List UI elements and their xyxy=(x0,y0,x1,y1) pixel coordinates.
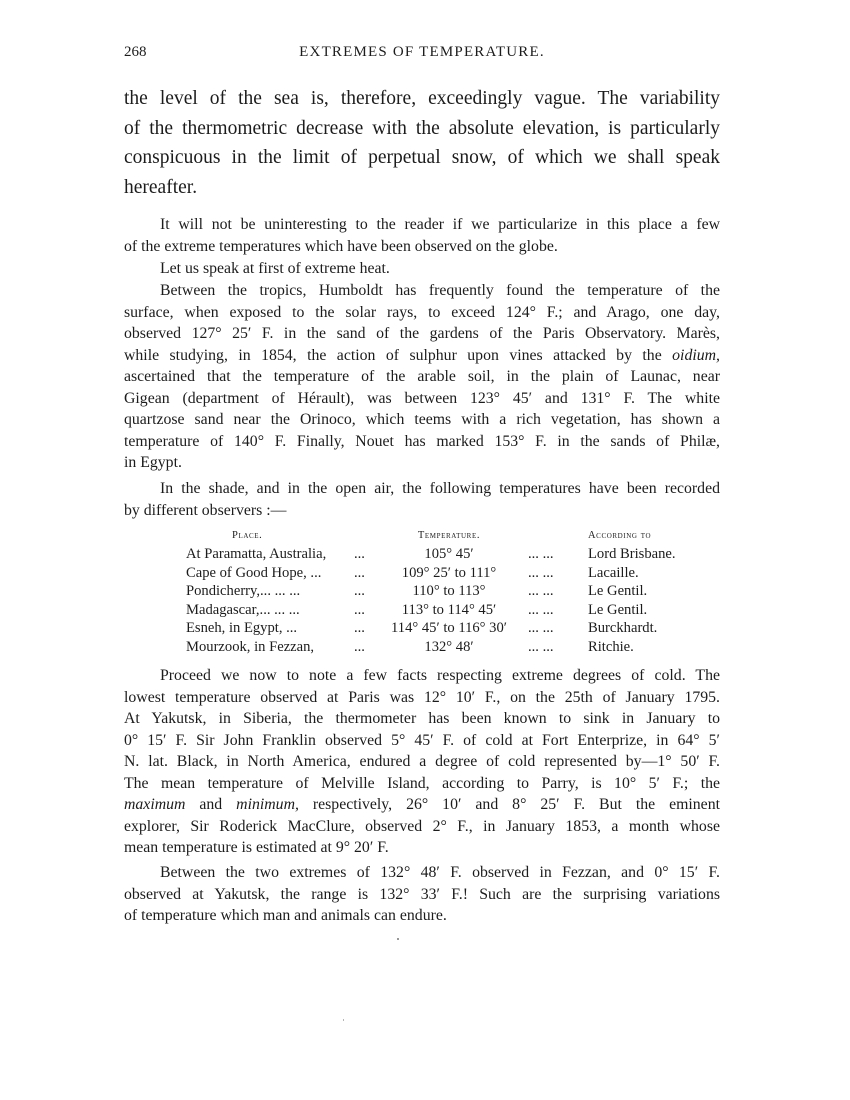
cell-observer: Ritchie. xyxy=(588,638,634,655)
paragraph-extreme-temperatures-intro xyxy=(124,214,720,257)
cell-temperature: 109° 25′ to 111° xyxy=(401,564,497,581)
text-line: of the extreme temperatures which have been observed on the globe. xyxy=(124,237,558,255)
cell-temperature: 110° to 113° xyxy=(412,583,486,600)
cell-leader: ... ... xyxy=(528,601,554,618)
cell-place: Mourzook, in Fezzan, xyxy=(186,638,315,655)
text-line: explorer, Sir Roderick MacClure, observed 2° F., in January 1853, a month whose xyxy=(124,817,720,835)
cell-temperature: 105° 45′ xyxy=(424,546,474,562)
text-line: Proceed we now to note a few facts respecting extreme degrees of cold. The xyxy=(160,667,720,684)
paragraph-shade-temperatures xyxy=(124,478,720,521)
text-line: 0° 15′ F. Sir John Franklin observed 5° 45′ F. of cold at Fort Enterprize, in 64° 5′ xyxy=(124,731,720,749)
cell-place: Madagascar,... ... ... xyxy=(186,601,300,618)
text-line: observed 127° 25′ F. in the sand of the gardens of the Paris Observatory. Marès, xyxy=(124,325,720,342)
text-line: Between the two extremes of 132° 48′ F. observed in Fezzan, and 0° 15′ F. xyxy=(160,864,720,881)
cell-leader: ... xyxy=(354,638,365,655)
cell-leader: ... xyxy=(354,564,365,581)
cell-place: Pondicherry,... ... ... xyxy=(186,583,301,600)
cell-leader: ... ... xyxy=(528,638,554,655)
text-line: the level of the sea is, therefore, exceedingly vague. The variability xyxy=(124,88,720,109)
cell-place: Cape of Good Hope, ... xyxy=(186,564,322,581)
text-line: quartzose sand near the Orinoco, which teems with a rich vegetation, has shown a xyxy=(124,411,720,428)
text-line: It will not be uninteresting to the reader if we particularize in this place a few xyxy=(160,216,720,233)
paragraph-extreme-heat xyxy=(124,258,720,280)
header-temperature: Temperature. xyxy=(417,530,481,541)
text-line: of temperature which man and animals can endure. xyxy=(124,907,447,924)
table-header-row xyxy=(186,527,706,545)
table-row xyxy=(186,601,706,620)
cell-observer: Lord Brisbane. xyxy=(588,546,676,562)
text-line xyxy=(124,345,720,367)
text-run: respectively, 26° 10′ and 8° 25′ F. But the eminent xyxy=(298,796,720,813)
text-line: in Egypt. xyxy=(124,454,182,471)
page-header xyxy=(124,44,720,68)
cell-leader: ... xyxy=(354,546,365,562)
cell-leader: ... ... xyxy=(528,546,554,562)
cell-observer: Burckhardt. xyxy=(588,620,658,637)
cell-leader: ... ... xyxy=(528,583,554,600)
text-line: of the thermometric decrease with the absolute elevation, is particularly xyxy=(124,117,720,139)
header-according-to: According to xyxy=(588,530,652,541)
text-line: Gigean (department of Hérault), was between 123° 45′ and 131° F. The white xyxy=(124,389,720,407)
text-line: Between the tropics, Humboldt has frequently found the temperature of the xyxy=(160,282,720,299)
cell-temperature: 114° 45′ to 116° 30′ xyxy=(391,620,507,637)
text-line: The mean temperature of Melville Island, according to Parry, is 10° 5′ F.; the xyxy=(124,774,720,792)
running-head: EXTREMES OF TEMPERATURE. xyxy=(299,44,545,60)
cell-leader: ... xyxy=(354,620,365,637)
italic-term: maximum xyxy=(124,796,186,813)
table-row xyxy=(186,545,706,564)
text-line: by different observers :— xyxy=(124,501,287,519)
text-line: mean temperature is estimated at 9° 20′ F. xyxy=(124,839,389,856)
cell-place: Esneh, in Egypt, ... xyxy=(186,620,298,637)
cell-observer: Le Gentil. xyxy=(588,583,648,600)
cell-leader: ... xyxy=(354,601,365,618)
table-row xyxy=(186,564,706,583)
cell-leader: ... ... xyxy=(528,564,554,581)
text-run: and xyxy=(185,796,237,813)
text-line: At Yakutsk, in Siberia, the thermometer has been known to sink in January to xyxy=(124,710,720,727)
header-place: Place. xyxy=(232,530,263,541)
table-row xyxy=(186,582,706,601)
cell-observer: Le Gentil. xyxy=(588,601,648,618)
paper-speck xyxy=(343,1019,344,1021)
text-line: surface, when exposed to the solar rays, to exceed 124° F.; and Arago, one day, xyxy=(124,303,720,321)
text-line: conspicuous in the limit of perpetual snow, of which we shall speak xyxy=(124,147,720,168)
cell-temperature: 113° to 114° 45′ xyxy=(401,601,497,618)
cell-place: At Paramatta, Australia, xyxy=(186,546,327,562)
cell-observer: Lacaille. xyxy=(588,564,639,581)
text-line: hereafter. xyxy=(124,176,198,198)
italic-term: oidium, xyxy=(672,346,720,364)
text-line: Let us speak at first of extreme heat. xyxy=(160,260,390,277)
page-number: 268 xyxy=(124,44,147,60)
cell-leader: ... ... xyxy=(528,620,554,637)
paragraph-heat-observations xyxy=(124,280,720,474)
text-line xyxy=(124,794,720,816)
text-line: N. lat. Black, in North America, endured a degree of cold represented by—1° 50′ F. xyxy=(124,753,720,770)
text-run: while studying, in 1854, the action of sulphur upon vines attacked by the xyxy=(124,346,673,364)
text-line: lowest temperature observed at Paris was 12° 10′ F., on the 25th of January 1795. xyxy=(124,688,720,706)
paper-speck xyxy=(397,938,399,940)
lead-paragraph xyxy=(124,84,720,202)
table-row xyxy=(186,638,706,657)
cell-temperature: 132° 48′ xyxy=(424,638,474,655)
text-line: temperature of 140° F. Finally, Nouet has marked 153° F. in the sands of Philæ, xyxy=(124,432,720,450)
table-row xyxy=(186,619,706,638)
text-line: ascertained that the temperature of the arable soil, in the plain of Launac, near xyxy=(124,368,720,385)
italic-term: minimum, xyxy=(236,796,299,813)
text-line: observed at Yakutsk, the range is 132° 33′ F.! Such are the surprising variations xyxy=(124,885,720,903)
cell-leader: ... xyxy=(354,583,365,600)
text-line: In the shade, and in the open air, the following temperatures have been recorded xyxy=(160,480,720,497)
paragraph-extreme-cold xyxy=(124,665,720,859)
paragraph-temperature-range xyxy=(124,862,720,927)
temperature-table xyxy=(186,527,706,657)
